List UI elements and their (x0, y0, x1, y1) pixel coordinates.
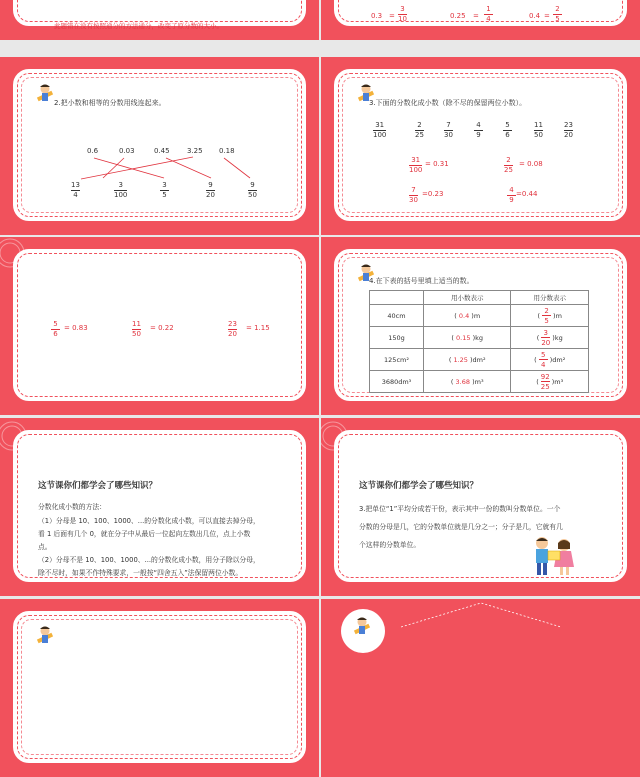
numerator: 3 (543, 328, 549, 337)
dashed-border (21, 619, 298, 755)
eq-dec: 0.25 (450, 12, 466, 20)
decimal-answer: 1.25 (453, 355, 468, 364)
eq-frac (553, 5, 562, 23)
slide-5 (0, 237, 319, 415)
denominator: 50 (534, 131, 543, 139)
denominator: 25 (540, 382, 550, 391)
fraction-item (444, 121, 453, 139)
numerator: 11 (132, 320, 141, 328)
numerator: 3 (162, 181, 167, 189)
answer-value: =0.23 (422, 190, 444, 198)
fraction-item (206, 181, 215, 199)
slide-card (17, 73, 302, 217)
denominator: 20 (564, 131, 573, 139)
decimal-cell: ( 3.68 )m³ (424, 371, 511, 393)
summary-line: 分数的分母是几，它的分数单位就是几分之一；分子是几，它就有几 (359, 523, 563, 531)
slide-4 (321, 57, 640, 235)
decor-dashed-lines (401, 599, 561, 629)
eq-sign: = (544, 12, 550, 20)
fraction-answer (539, 351, 548, 369)
slide-8 (321, 418, 640, 596)
answer-value: = 0.08 (519, 160, 543, 168)
numerator: 31 (411, 156, 421, 164)
decimal-item: 0.18 (219, 147, 235, 155)
slide-card (338, 73, 623, 217)
error-note: 此题错在没有按照通分的方法通分，改变了原分数的大小。 (54, 22, 223, 30)
denominator: 30 (409, 196, 418, 204)
fraction-item (373, 121, 386, 139)
numerator: 2 (555, 5, 560, 13)
unit: kg (475, 333, 484, 342)
numerator: 5 (540, 350, 546, 359)
decimal-cell: ( 0.4 )m (424, 305, 511, 327)
summary-line: （1）分母是 10、100、1000、...的分数化成小数，可以直接去掉分母， (38, 517, 260, 525)
denominator: 20 (206, 191, 215, 199)
eq-dec: 0.4 (529, 12, 541, 20)
denominator: 4 (73, 191, 78, 199)
table-header: 用小数表示 (424, 291, 511, 305)
summary-line: （2）分母不是 10、100、1000、...的分数化成小数，用分子除以分母， (38, 556, 260, 564)
fraction-item (415, 121, 424, 139)
slide-3 (0, 57, 319, 235)
decimal-cell: ( 0.15 )kg (424, 327, 511, 349)
table-header (370, 291, 424, 305)
numerator: 2 (506, 156, 511, 164)
answer-fraction (228, 320, 237, 338)
summary-line: 点。 (38, 543, 52, 551)
eq-dec: 0.3 (371, 12, 383, 20)
numerator: 7 (446, 121, 451, 129)
denominator: 20 (228, 330, 237, 338)
numerator: 92 (540, 372, 550, 381)
slide-card (17, 253, 302, 397)
numerator: 13 (71, 181, 80, 189)
table-row (370, 305, 589, 327)
answer-value: =0.44 (516, 190, 538, 198)
fraction-answer (541, 373, 550, 391)
slide-card (17, 615, 302, 759)
summary-title: 这节课你们都学会了哪些知识？ (359, 481, 479, 491)
fraction-item (503, 121, 512, 139)
answer-value: = 0.83 (64, 324, 88, 332)
answer-fraction (51, 320, 60, 338)
children-reading-icon (524, 535, 584, 579)
fraction-cell: ( $\frac{92}{25}$ ) m³ (511, 371, 589, 393)
row-label: 150g (370, 327, 424, 349)
denominator: 6 (53, 330, 58, 338)
slide-7 (0, 418, 319, 596)
numerator: 9 (250, 181, 255, 189)
denominator: 30 (444, 131, 453, 139)
numerator: 23 (228, 320, 237, 328)
decimal-answer: 3.68 (455, 377, 470, 386)
summary-line: 个这样的分数单位。 (359, 541, 421, 549)
denominator: 10 (398, 15, 407, 23)
numerator: 2 (417, 121, 422, 129)
denominator: 25 (504, 166, 513, 174)
eq-frac (398, 5, 407, 23)
denominator: 9 (476, 131, 481, 139)
fraction-item (534, 121, 543, 139)
numerator: 31 (375, 121, 385, 129)
eq-sign: = (389, 12, 395, 20)
answer-fraction (409, 156, 422, 174)
decimal-item: 3.25 (187, 147, 203, 155)
denominator: 25 (415, 131, 424, 139)
table-row (370, 371, 589, 393)
unit: m (473, 311, 481, 320)
numerator: 3 (400, 5, 405, 13)
fraction-item (248, 181, 257, 199)
denominator: 100 (373, 131, 387, 139)
slide-2 (321, 0, 640, 40)
denominator: 100 (409, 166, 423, 174)
denominator: 4 (486, 15, 491, 23)
numerator: 11 (534, 121, 543, 129)
numerator: 3 (118, 181, 123, 189)
table-row (370, 327, 589, 349)
decimal-answer: 0.4 (458, 311, 470, 320)
decimal-answer: 0.15 (456, 333, 471, 342)
kid-pencil-icon (352, 615, 372, 637)
denominator: 9 (509, 196, 514, 204)
question-title: 4.在下表的括号里填上适当的数。 (369, 277, 474, 285)
kid-pencil-icon (35, 624, 55, 646)
decimal-cell: ( 1.25 )dm² (424, 349, 511, 371)
answer-value: = 0.31 (425, 160, 449, 168)
summary-line: 3.把单位“1”平均分成若干份，表示其中一份的数叫分数单位。一个 (359, 505, 561, 513)
slide-card (17, 0, 302, 30)
summary-line: 看 1 后面有几个 0，就在分子中从最后一位起向左数出几位，点上小数 (38, 530, 251, 538)
slide-card (17, 434, 302, 578)
unit: m³ (554, 377, 564, 386)
answer-fraction (132, 320, 141, 338)
conversion-table (369, 290, 589, 393)
row-label: 3680dm³ (370, 371, 424, 393)
decimal-item: 0.03 (119, 147, 135, 155)
fraction-cell: ( $\frac{5}{4}$ ) dm² (511, 349, 589, 371)
fraction-answer (542, 307, 551, 325)
eq-frac (484, 5, 493, 23)
decimal-item: 0.6 (87, 147, 99, 155)
decimal-item: 0.45 (154, 147, 170, 155)
row-label: 125cm² (370, 349, 424, 371)
unit: m³ (474, 377, 484, 386)
numerator: 23 (564, 121, 573, 129)
denominator: 4 (540, 360, 546, 369)
numerator: 4 (509, 186, 514, 194)
summary-line: 分数化成小数的方法： (38, 503, 106, 511)
numerator: 4 (476, 121, 481, 129)
slide-6 (321, 237, 640, 415)
numerator: 5 (53, 320, 58, 328)
fraction-item (564, 121, 573, 139)
numerator: 5 (505, 121, 510, 129)
fraction-item (71, 181, 80, 199)
denominator: 5 (544, 316, 549, 325)
unit: m (555, 311, 562, 320)
denominator: 50 (248, 191, 257, 199)
fraction-answer (541, 329, 550, 347)
numerator: 9 (208, 181, 213, 189)
answer-fraction (409, 186, 418, 204)
denominator: 100 (114, 191, 128, 199)
slide-1 (0, 0, 319, 40)
question-title: 2.把小数和相等的分数用线连起来。 (54, 99, 166, 107)
denominator: 5 (162, 191, 167, 199)
slide-card (338, 0, 623, 22)
row-label: 40cm (370, 305, 424, 327)
table-header: 用分数表示 (511, 291, 589, 305)
unit: dm² (472, 355, 486, 364)
denominator: 50 (132, 330, 141, 338)
slide-card (338, 253, 623, 397)
answer-fraction (507, 186, 516, 204)
numerator: 7 (411, 186, 416, 194)
slide-10 (321, 599, 640, 777)
eq-sign: = (473, 12, 479, 20)
summary-line: 除不尽时，如果不作特殊要求，一般按“四舍五入”法保留两位小数。 (38, 569, 243, 577)
fraction-cell: ( $\frac{2}{5}$ ) m (511, 305, 589, 327)
unit: kg (554, 333, 563, 342)
slide-card (338, 434, 623, 578)
answer-fraction (504, 156, 513, 174)
fraction-item (114, 181, 127, 199)
question-title: 3.下面的分数化成小数（除不尽的保留两位小数）。 (369, 99, 527, 107)
denominator: 20 (541, 338, 551, 347)
denominator: 5 (555, 15, 560, 23)
fraction-item (160, 181, 169, 199)
table-row (370, 349, 589, 371)
summary-title: 这节课你们都学会了哪些知识？ (38, 481, 158, 491)
slide-9 (0, 599, 319, 777)
fraction-cell: ( $\frac{3}{20}$ ) kg (511, 327, 589, 349)
numerator: 1 (486, 5, 491, 13)
fraction-item (474, 121, 483, 139)
numerator: 2 (544, 306, 549, 315)
answer-value: = 0.22 (150, 324, 174, 332)
answer-value: = 1.15 (246, 324, 270, 332)
denominator: 6 (505, 131, 510, 139)
unit: dm² (552, 355, 566, 364)
